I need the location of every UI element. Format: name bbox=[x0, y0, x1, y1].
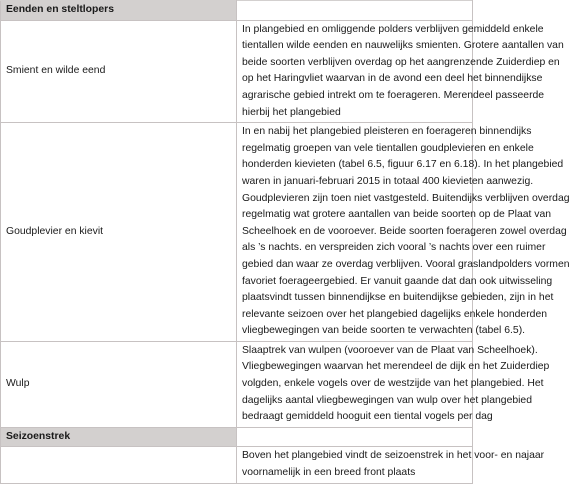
description-line: In en nabij het plangebied pleisteren en foerageren binnendijks bbox=[242, 126, 532, 138]
section-header-row bbox=[1, 427, 473, 447]
species-description bbox=[237, 123, 570, 342]
description-line: bedraagt gemiddeld hooguit een tiental vogels per dag bbox=[242, 411, 493, 423]
section-header: Seizoenstrek bbox=[1, 427, 237, 447]
description-line: In plangebied en omliggende polders verblijven gemiddeld enkele bbox=[242, 23, 544, 35]
description-line: hierbij het plangebied bbox=[242, 106, 341, 118]
table-row bbox=[1, 447, 473, 483]
description-line: gebied dan waar ze overdag verblijven. Vooral graslandpolders vormen bbox=[242, 258, 570, 270]
description-line: relevante seizoen over het plangebied dagelijks enkele honderden bbox=[242, 308, 548, 320]
description-line: op het Haringvliet waarvan in de avond een deel het binnendijkse bbox=[242, 73, 543, 85]
description-line: Vliegbewegingen waarvan het merendeel de dijk en het Zuiderdiep bbox=[242, 361, 550, 373]
description-line: volgden, enkele vogels over de westzijde van het plangebied. Het bbox=[242, 378, 544, 390]
description-line: Boven het plangebied vindt de seizoenstrek in het voor- en najaar bbox=[242, 450, 545, 462]
description-line: regelmatig wat grotere aantallen van beide soorten op de Plaat van bbox=[242, 209, 552, 221]
description-line: regelmatig groepen van vele tientallen goudplevieren en enkele bbox=[242, 142, 534, 154]
description-line: als ’s nachts. en verspreiden zich vooral ’s nachts over een ruimer bbox=[242, 242, 546, 254]
section-header-spacer bbox=[237, 1, 473, 21]
species-label: Wulp bbox=[1, 341, 237, 427]
species-label: Smient en wilde eend bbox=[1, 20, 237, 123]
species-label: Goudplevier en kievit bbox=[1, 123, 237, 342]
description-line: beide soorten verblijven overdag op het aangrenzende Zuiderdiep en bbox=[242, 56, 560, 68]
description-line: Slaaptrek van wulpen (vooroever van de Plaat van Scheelhoek). bbox=[242, 344, 538, 356]
section-header: Eenden en steltlopers bbox=[1, 1, 237, 21]
description-line: plaatsvindt tussen binnendijkse en buitendijkse gebieden, zijn in het bbox=[242, 292, 554, 304]
description-line: agrarische gebied intrekt om te foerageren. Merendeel passeerde bbox=[242, 89, 545, 101]
description-line: honderden kievieten (tabel 6.5, figuur 6.17 en 6.18). In het plangebied bbox=[242, 159, 564, 171]
section-header-row bbox=[1, 1, 473, 21]
species-description bbox=[237, 20, 564, 123]
description-line: dagelijks aantal vliegbewegingen van wulp over het plangebied bbox=[242, 394, 532, 406]
description-line: waren in januari-februari 2015 in totaal 400 kievieten aanwezig. bbox=[242, 175, 534, 187]
description-line: vliegbewegingen van beide soorten te verwachten (tabel 6.5). bbox=[242, 325, 526, 337]
table-row bbox=[1, 123, 473, 342]
species-label bbox=[1, 447, 237, 483]
table-row bbox=[1, 341, 473, 427]
species-description bbox=[237, 447, 545, 483]
description-line: tientallen wilde eenden en nauwelijks smienten. Grotere aantallen van bbox=[242, 40, 564, 52]
description-line: Scheelhoek en de vooroever. Beide soorten foerageren zowel overdag bbox=[242, 225, 567, 237]
description-line: voornamelijk in een breed front plaats bbox=[242, 467, 416, 479]
description-line: favoriet foerageergebied. Er vanuit gaande dat dan ook uitwisseling bbox=[242, 275, 553, 287]
table-row bbox=[1, 20, 473, 123]
description-line: Goudplevieren zijn toen niet vastgesteld. Buitendijks verblijven overdag bbox=[242, 192, 570, 204]
section-header-spacer bbox=[237, 427, 473, 447]
species-description bbox=[237, 341, 550, 427]
